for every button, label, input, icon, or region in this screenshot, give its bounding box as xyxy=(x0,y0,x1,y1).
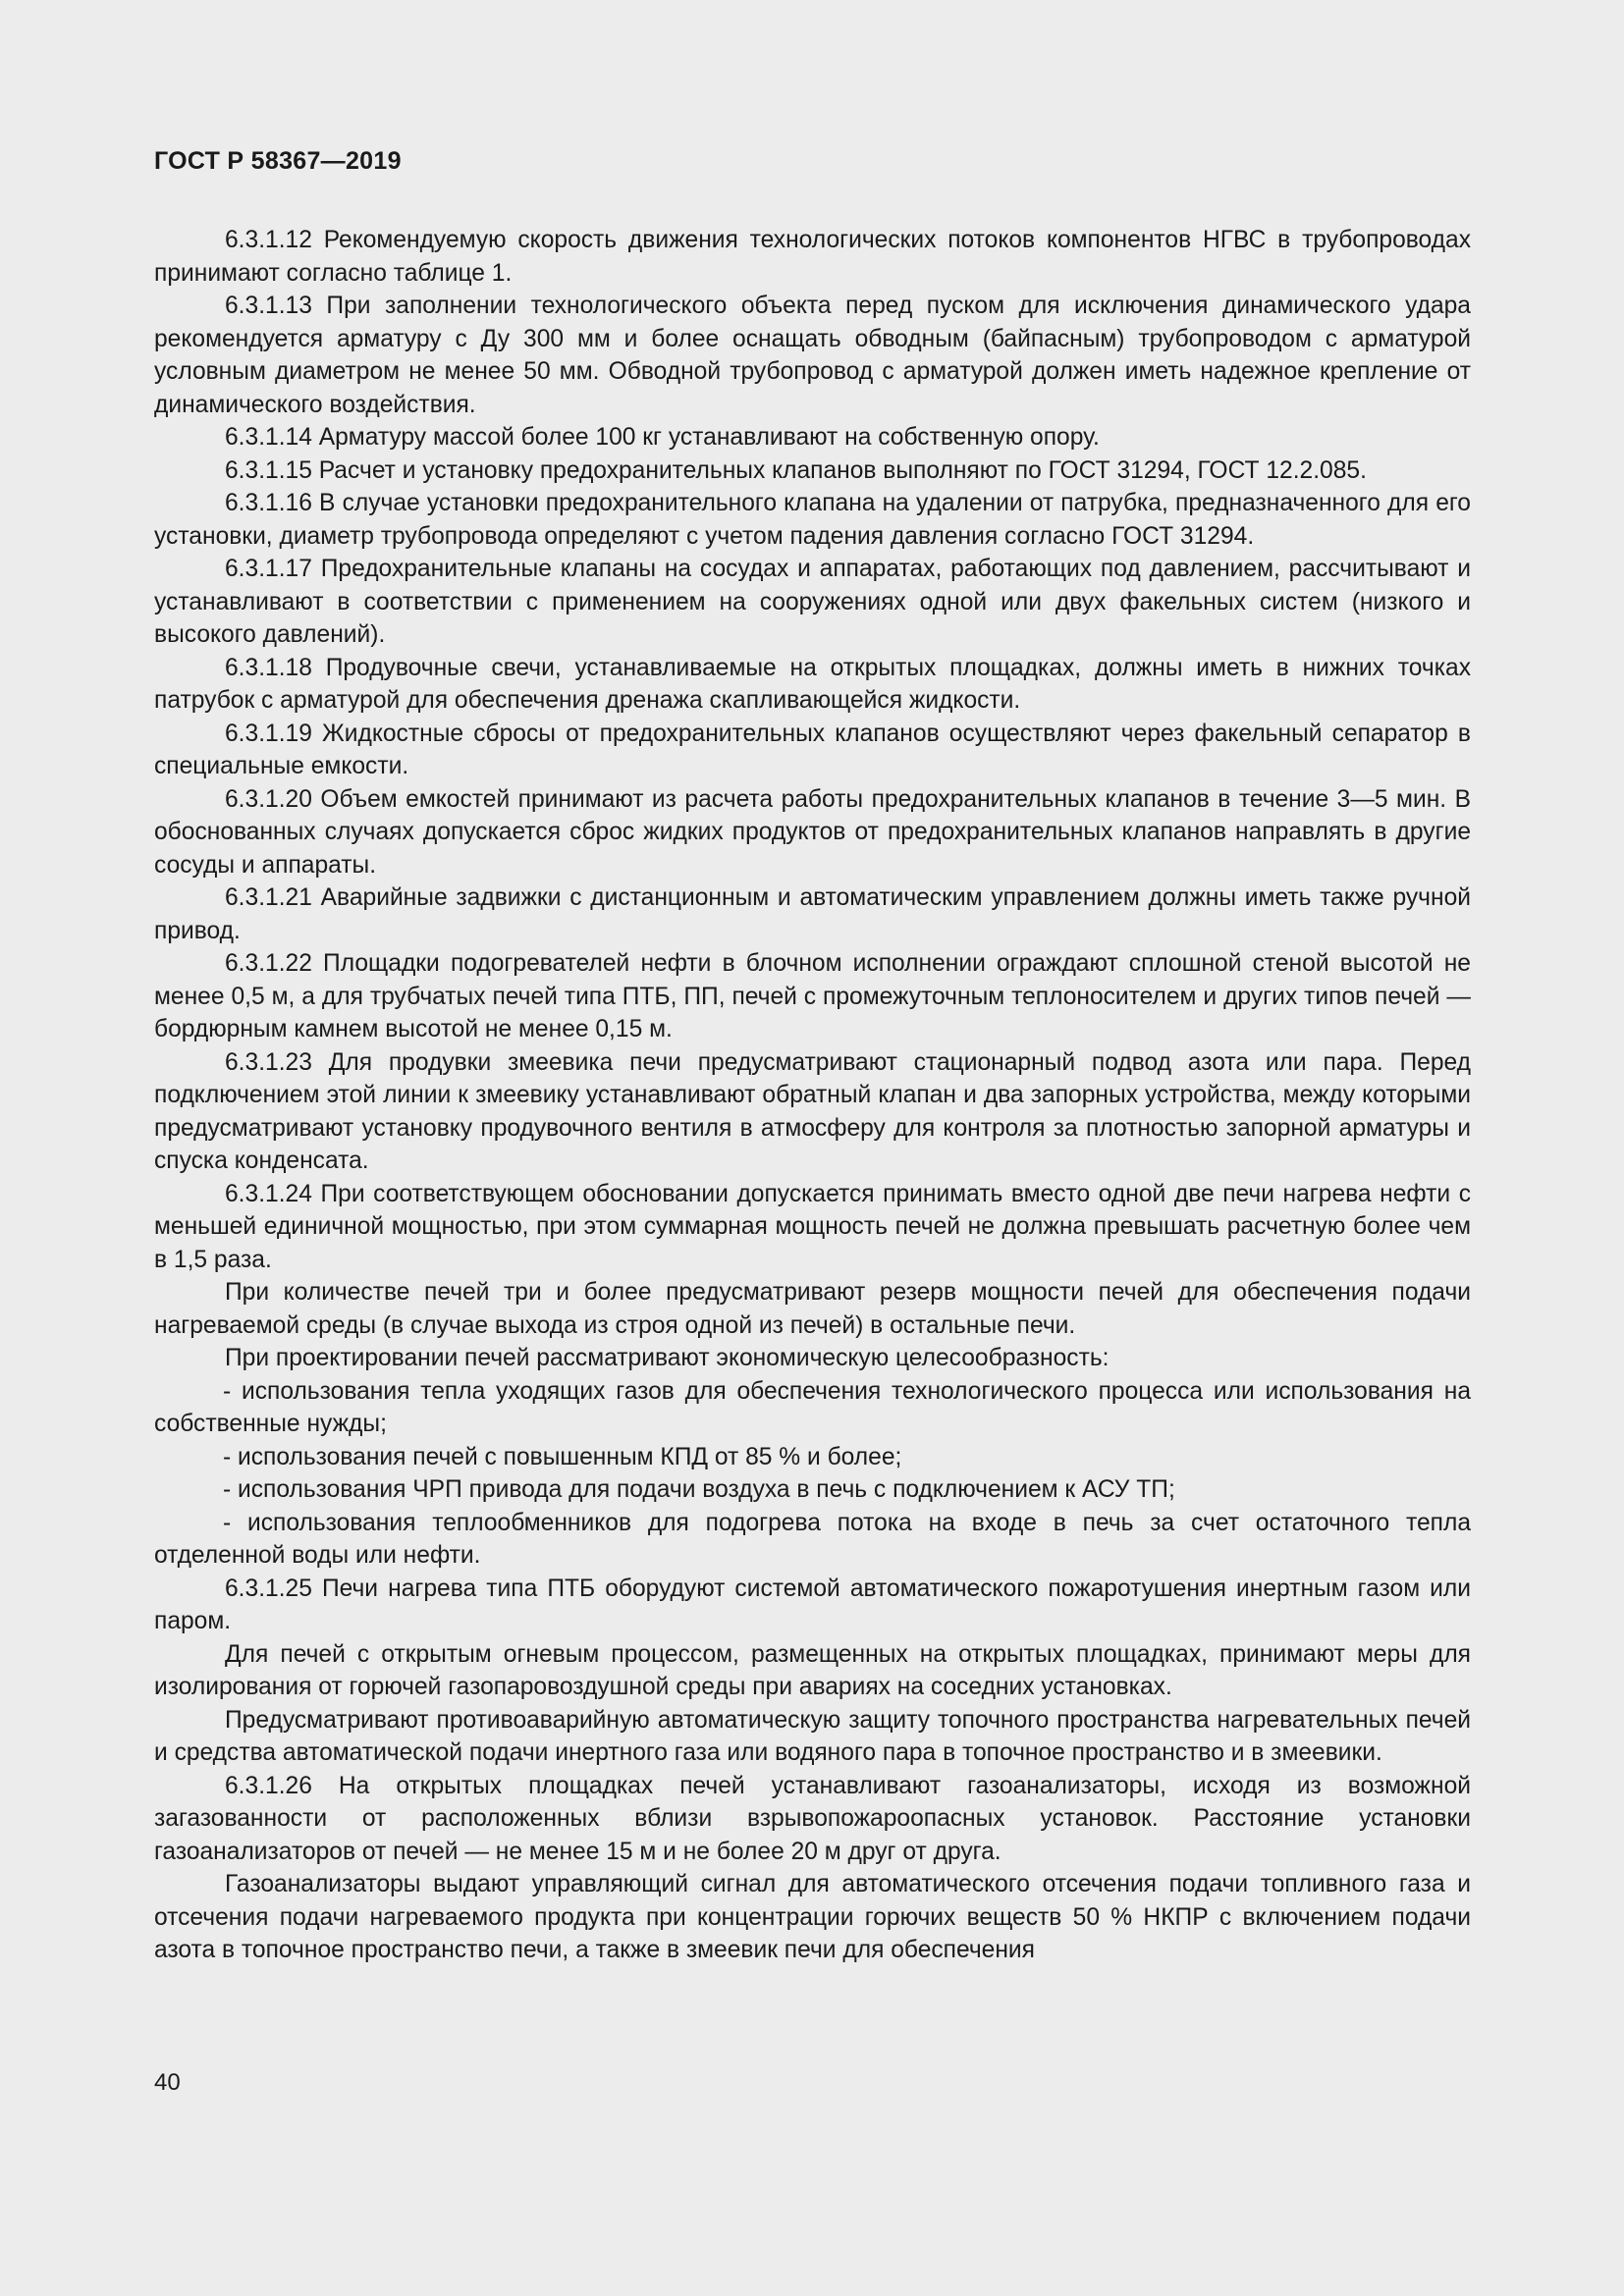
paragraph: 6.3.1.18 Продувочные свечи, устанавливаемые на открытых площадках, должны иметь в нижних точках патрубок с арматурой для обеспечения дренажа скапливающейся жидкости. xyxy=(154,654,1471,714)
list-item: - использования печей с повышенным КПД от 85 % и более; xyxy=(223,1443,902,1470)
paragraph: 6.3.1.20 Объем емкостей принимают из расчета работы предохранительных клапанов в течение 3—5 мин. В обоснованных случаях допускается сброс жидких продуктов от предохранительных клапанов направлять в другие сосуды и аппараты. xyxy=(154,785,1471,879)
list-item: - использования тепла уходящих газов для обеспечения технологического процесса или использования на собственные нужды; xyxy=(154,1377,1471,1437)
paragraph: 6.3.1.25 Печи нагрева типа ПТБ оборудуют системой автоматического пожаротушения инертным газом или паром. xyxy=(154,1575,1471,1634)
paragraph: 6.3.1.15 Расчет и установку предохранительных клапанов выполняют по ГОСТ 31294, ГОСТ 12.2.085. xyxy=(225,456,1367,484)
paragraph: При проектировании печей рассматривают экономическую целесообразность: xyxy=(225,1345,1110,1371)
paragraph: 6.3.1.23 Для продувки змеевика печи предусматривают стационарный подвод азота или пара. Перед подключением этой линии к змеевику устанавливают обратный клапан и два запорных устройства, между которыми предусматривают установку продувочного вентиля в атмосферу для контроля за плотностью запорной арматуры и спуска конденсата. xyxy=(154,1048,1471,1174)
page-number: 40 xyxy=(154,2069,181,2096)
list-item: - использования ЧРП привода для подачи воздуха в печь с подключением к АСУ ТП; xyxy=(223,1476,1175,1503)
document-body xyxy=(154,224,1471,1967)
paragraph: 6.3.1.19 Жидкостные сбросы от предохранительных клапанов осуществляют через факельный сепаратор в специальные емкости. xyxy=(154,720,1471,779)
paragraph: 6.3.1.22 Площадки подогревателей нефти в блочном исполнении ограждают сплошной стеной высотой не менее 0,5 м, а для трубчатых печей типа ПТБ, ПП, печей с промежуточным теплоносителем и других типов печей — бордюрным камнем высотой не менее 0,15 м. xyxy=(154,950,1471,1042)
paragraph: 6.3.1.13 При заполнении технологического объекта перед пуском для исключения динамического удара рекомендуется арматуру с Ду 300 мм и более оснащать обводным (байпасным) трубопроводом с арматурой условным диаметром не менее 50 мм. Обводной трубопровод с арматурой должен иметь надежное крепление от динамического воздействия. xyxy=(154,293,1471,418)
paragraph: 6.3.1.16 В случае установки предохранительного клапана на удалении от патрубка, предназначенного для его установки, диаметр трубопровода определяют с учетом падения давления согласно ГОСТ 31294. xyxy=(154,490,1471,550)
paragraph: 6.3.1.24 При соответствующем обосновании допускается принимать вместо одной две печи нагрева нефти с меньшей единичной мощностью, при этом суммарная мощность печей не должна превышать расчетную более чем в 1,5 раза. xyxy=(154,1180,1471,1273)
paragraph: 6.3.1.12 Рекомендуемую скорость движения технологических потоков компонентов НГВС в трубопроводах принимают согласно таблице 1. xyxy=(154,227,1471,287)
paragraph: Предусматривают противоаварийную автоматическую защиту топочного пространства нагревательных печей и средства автоматической подачи инертного газа или водяного пара в топочное пространство и в змеевики. xyxy=(154,1706,1471,1766)
paragraph: Газоанализаторы выдают управляющий сигнал для автоматического отсечения подачи топливного газа и отсечения подачи нагреваемого продукта при концентрации горючих веществ 50 % НКПР с включением подачи азота в топочное пространство печи, а также в змеевик печи для обеспечения xyxy=(154,1871,1471,1963)
paragraph: 6.3.1.14 Арматуру массой более 100 кг устанавливают на собственную опору. xyxy=(225,424,1100,451)
list-item: - использования теплообменников для подогрева потока на входе в печь за счет остаточного тепла отделенной воды или нефти. xyxy=(154,1509,1471,1569)
paragraph: При количестве печей три и более предусматривают резерв мощности печей для обеспечения подачи нагреваемой среды (в случае выхода из строя одной из печей) в остальные печи. xyxy=(154,1279,1471,1339)
paragraph: Для печей с открытым огневым процессом, размещенных на открытых площадках, принимают меры для изолирования от горючей газопаровоздушной среды при авариях на соседних установках. xyxy=(154,1640,1471,1700)
paragraph: 6.3.1.21 Аварийные задвижки с дистанционным и автоматическим управлением должны иметь также ручной привод. xyxy=(154,884,1471,944)
document-header: ГОСТ Р 58367—2019 xyxy=(154,147,402,175)
paragraph: 6.3.1.26 На открытых площадках печей устанавливают газоанализаторы, исходя из возможной загазованности от расположенных вблизи взрывопожароопасных установок. Расстояние установки газоанализаторов от печей — не менее 15 м и не более 20 м друг от друга. xyxy=(154,1772,1471,1865)
paragraph: 6.3.1.17 Предохранительные клапаны на сосудах и аппаратах, работающих под давлением, рассчитывают и устанавливают в соответствии с применением на сооружениях одной или двух факельных систем (низкого и высокого давлений). xyxy=(154,556,1471,648)
